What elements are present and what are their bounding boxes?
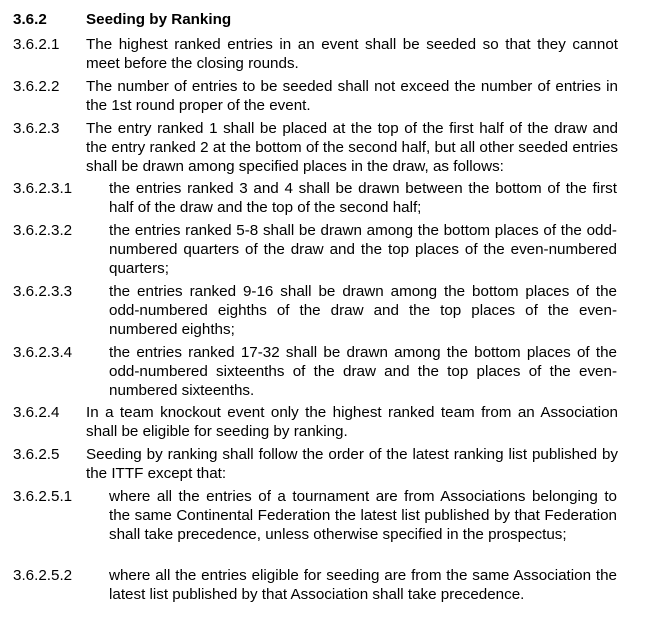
clause-number: 3.6.2.3 — [13, 120, 60, 137]
clause-text: The number of entries to be seeded shall not exceed the number of entries in the 1st round proper of the event. — [86, 78, 618, 114]
clause-text: The highest ranked entries in an event shall be seeded so that they cannot meet before the closing rounds. — [86, 36, 618, 72]
clause-number: 3.6.2.4 — [13, 404, 60, 421]
clause-text: the entries ranked 9-16 shall be drawn among the bottom places of the odd-numbered eighths of the draw and the top places of the even-numbered eighths; — [109, 283, 617, 338]
clause-number: 3.6.2.3.1 — [13, 180, 73, 197]
clause-number: 3.6.2.1 — [13, 36, 60, 53]
clause-text: The entry ranked 1 shall be placed at the top of the first half of the draw and the entry ranked 2 at the bottom of the second half, but all other seeded entries shall be drawn among specified places in the draw, as follows: — [86, 120, 618, 175]
clause-number: 3.6.2.5.1 — [13, 488, 73, 505]
section-title: Seeding by Ranking — [86, 11, 232, 28]
clause-number: 3.6.2.5.2 — [13, 567, 73, 584]
clause-number: 3.6.2.5 — [13, 446, 60, 463]
clause-text: the entries ranked 17-32 shall be drawn among the bottom places of the odd-numbered sixteenths of the draw and the top places of the even-numbered sixteenths. — [109, 344, 617, 399]
clause-text: the entries ranked 5-8 shall be drawn among the bottom places of the odd-numbered quarters of the draw and the top places of the even-numbered quarters; — [109, 222, 617, 277]
clause-number: 3.6.2.2 — [13, 78, 60, 95]
clause-text: the entries ranked 3 and 4 shall be drawn between the bottom of the first half of the draw and the top of the second half; — [109, 180, 617, 216]
clause-number: 3.6.2.3.4 — [13, 344, 73, 361]
clause-text: In a team knockout event only the highest ranked team from an Association shall be eligible for seeding by ranking. — [86, 404, 618, 440]
clause-text: where all the entries of a tournament are from Associations belonging to the same Continental Federation the latest list published by that Federation shall take precedence, unless otherwise specified in the prospectus; — [109, 488, 617, 543]
clause-number: 3.6.2.3.2 — [13, 222, 73, 239]
clause-number: 3.6.2.3.3 — [13, 283, 73, 300]
section-number: 3.6.2 — [13, 11, 47, 28]
clause-text: where all the entries eligible for seeding are from the same Association the latest list published by that Association shall take precedence. — [109, 567, 617, 603]
clause-text: Seeding by ranking shall follow the order of the latest ranking list published by the ITTF except that: — [86, 446, 618, 482]
